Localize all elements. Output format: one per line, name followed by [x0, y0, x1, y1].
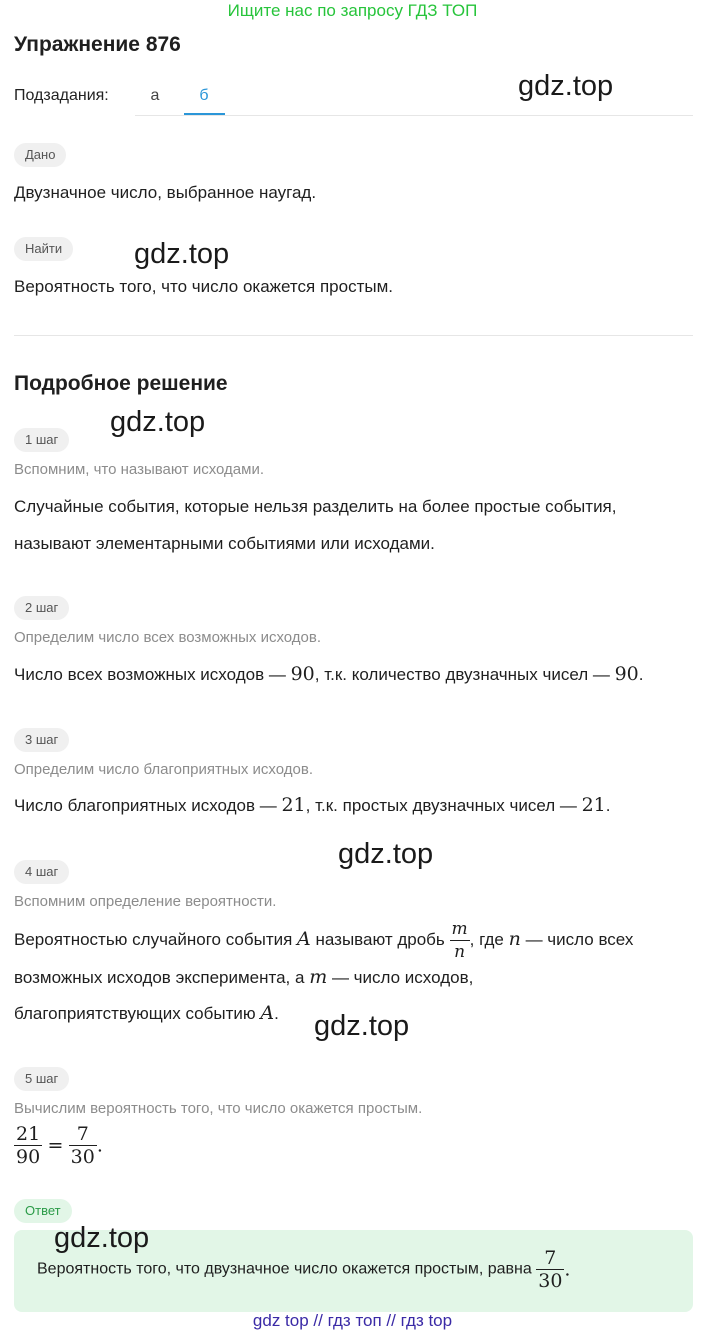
find-text: Вероятность того, что число окажется простым. [14, 277, 393, 296]
fraction-21-90: $\frac{21}{90}$ [16, 1123, 41, 1168]
math-number: 90 [290, 663, 315, 685]
step-hint: Определим число всех возможных исходов. [14, 629, 322, 646]
step-text-line: Случайные события, которые нельзя разделить на более простые события, [14, 497, 617, 516]
step-formula: $\frac{21}{90}$ = $\frac{7}{30}$ . [16, 1123, 103, 1168]
watermark: gdz.top [338, 838, 434, 870]
active-tab-indicator [184, 113, 225, 115]
step-text-line: благоприятствующих событию A. [14, 1002, 279, 1024]
fraction-7-30: $\frac{7}{30}$ [538, 1247, 563, 1292]
step-badge: 4 шаг [14, 860, 69, 884]
tabs-divider [135, 115, 693, 116]
exercise-title: Упражнение 876 [14, 33, 181, 56]
answer-badge: Ответ [14, 1199, 72, 1223]
step-text: Число всех возможных исходов — 90, т.к. количество двузначных чисел — 90. [14, 663, 644, 685]
footer-links[interactable]: gdz top // гдз топ // гдз top [252, 1311, 453, 1330]
step-badge: 2 шаг [14, 596, 69, 620]
math-number: 21 [581, 794, 606, 816]
step-text-line: возможных исходов эксперимента, а m — число исходов, [14, 966, 474, 988]
tab-subtask-a[interactable]: а [150, 87, 160, 104]
step-hint: Вспомним, что называют исходами. [14, 461, 265, 478]
promo-banner[interactable]: Ищите нас по запросу ГДЗ ТОП [227, 1, 478, 20]
given-badge: Дано [14, 143, 66, 167]
step-hint: Вспомним определение вероятности. [14, 893, 277, 910]
section-divider [14, 335, 693, 336]
step-text: Число благоприятных исходов — 21, т.к. простых двузначных чисел — 21. [14, 794, 611, 816]
step-badge: 5 шаг [14, 1067, 69, 1091]
watermark: gdz.top [314, 1010, 410, 1042]
find-badge: Найти [14, 237, 73, 261]
step-hint: Определим число благоприятных исходов. [14, 761, 313, 778]
step-text-line: Вероятностью случайного события A называют дробь $\frac{m}{n}$ , где n — число всех [14, 919, 634, 963]
watermark: gdz.top [518, 70, 614, 102]
subtasks-label: Подзадания: [14, 87, 109, 104]
watermark: gdz.top [134, 238, 230, 270]
watermark: gdz.top [54, 1222, 150, 1254]
answer-text: Вероятность того, что двузначное число окажется простым, равна $\frac{7}{30}$ . [37, 1247, 571, 1292]
fraction-7-30: $\frac{7}{30}$ [70, 1123, 95, 1168]
given-text: Двузначное число, выбранное наугад. [14, 183, 317, 202]
solution-title: Подробное решение [14, 372, 228, 395]
fraction-m-n: $\frac{m}{n}$ [451, 919, 468, 963]
math-number: 90 [614, 663, 639, 685]
math-number: 21 [281, 794, 306, 816]
step-hint: Вычислим вероятность того, что число окажется простым. [14, 1100, 423, 1117]
step-text-line: называют элементарными событиями или исходами. [14, 534, 435, 553]
watermark: gdz.top [110, 406, 206, 438]
step-badge: 3 шаг [14, 728, 69, 752]
step-badge: 1 шаг [14, 428, 69, 452]
tab-subtask-b[interactable]: б [199, 87, 209, 104]
